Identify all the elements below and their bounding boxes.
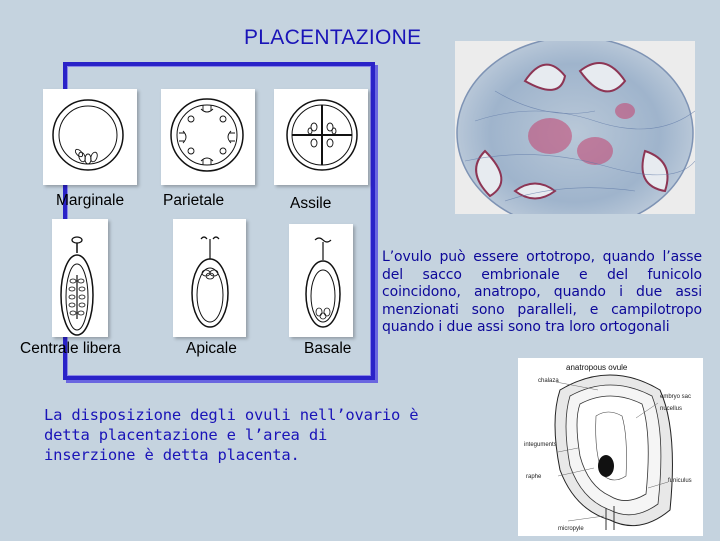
anatropous-ovule-figure (518, 358, 703, 536)
slide-title: PLACENTAZIONE (244, 26, 422, 49)
label-basale: Basale (304, 340, 352, 357)
marginale-diagram (43, 89, 137, 185)
ovary-cross-section-micrograph (455, 41, 695, 214)
label-chalaza: chalaza (538, 378, 559, 384)
label-embryo-sac: embryo sac (660, 394, 692, 400)
label-nucellus: nucellus (660, 406, 683, 412)
ovule-figure-title: anatropous ovule (566, 363, 628, 372)
ovule-types-description: L’ovulo può essere ortotropo, quando l’asse del sacco embrionale e del funicolo coincidono, anatropo, quando i due assi menzionati sono paralleli, e campilotropo quando i due assi sono tra loro ortogonali (382, 249, 702, 335)
assile-diagram (274, 89, 368, 185)
label-micropyle: micropyle (558, 526, 584, 532)
label-centrale-libera: Centrale libera (20, 340, 121, 357)
basale-diagram (289, 224, 353, 337)
label-marginale: Marginale (56, 192, 125, 209)
label-assile: Assile (290, 195, 332, 212)
label-funiculus: funiculus (668, 478, 692, 484)
parietale-diagram (161, 89, 255, 185)
label-apicale: Apicale (186, 340, 237, 357)
label-integuments: integuments (524, 442, 557, 448)
placentation-definition: La disposizione degli ovuli nell’ovario è detta placentazione e l’area di inserzione è detta placenta. (44, 406, 419, 464)
apicale-diagram (173, 219, 246, 337)
centrale-libera-diagram (52, 219, 108, 337)
label-raphe: raphe (526, 474, 542, 480)
label-parietale: Parietale (163, 192, 225, 209)
